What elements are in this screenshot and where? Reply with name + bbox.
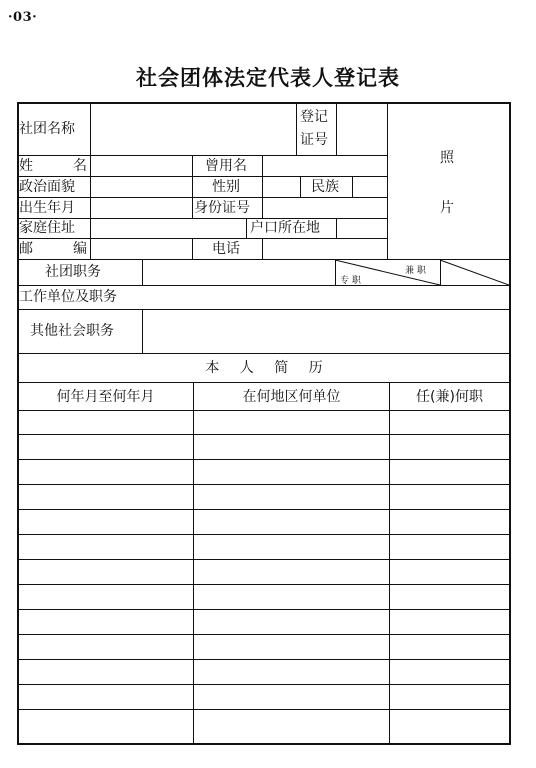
phone-label: 电话 [212,241,240,257]
resume-row-rule [17,484,511,485]
resume-column-location-unit: 在何地区何单位 [242,389,341,405]
rule [296,102,297,155]
table-border-right [509,102,511,745]
household-registration-label: 户口所在地 [250,220,320,236]
rule [246,218,247,238]
rule [17,410,511,411]
work-unit-position-label: 工作单位及职务 [19,289,117,305]
rule [142,259,143,285]
gender-label: 性别 [212,179,240,195]
registration-cert-label-line2: 证号 [300,132,328,148]
postal-label-char2: 编 [73,241,87,257]
rule [192,176,193,197]
rule [90,102,91,259]
resume-row-rule [17,634,511,635]
photo-label-char2: 片 [440,200,454,216]
org-name-label: 社团名称 [19,121,75,137]
org-position-label: 社团职务 [45,264,101,280]
resume-row-rule [17,534,511,535]
resume-row-rule [17,709,511,710]
resume-column-period: 何年月至何年月 [56,389,155,405]
rule [300,176,301,197]
resume-row-rule [17,659,511,660]
rule [262,176,263,197]
rule [17,353,511,354]
rule [17,155,387,156]
rule [17,309,511,310]
rule [17,382,511,383]
political-status-label: 政治面貌 [19,179,75,195]
resume-column-rule [193,382,194,744]
resume-row-rule [17,684,511,685]
rule [17,238,387,239]
rule [192,238,193,259]
ethnicity-label: 民族 [311,179,339,195]
postal-code-label [19,240,87,258]
resume-heading: 本 人 简 历 [205,360,331,376]
rule [352,176,353,197]
registration-cert-label-line1: 登记 [300,109,328,125]
name-label [19,157,87,175]
rule [17,197,387,198]
rule [262,238,263,259]
rule [336,102,337,155]
rule [336,218,337,238]
full-time-label: 专 职 [340,276,361,286]
form-title: 社会团体法定代表人登记表 [136,65,400,90]
postal-label-char1: 邮 [19,241,33,257]
table-border-bottom [17,743,511,745]
table-border-top [17,102,511,104]
resume-row-rule [17,459,511,460]
resume-column-rule [389,382,390,744]
resume-row-rule [17,509,511,510]
rule [17,176,387,177]
rule [142,309,143,353]
resume-row-rule [17,584,511,585]
rule [262,155,263,176]
rule [387,102,388,259]
id-number-label: 身份证号 [194,200,250,216]
resume-column-position: 任(兼)何职 [416,389,483,405]
part-time-label: 兼 职 [405,266,426,276]
resume-row-rule [17,559,511,560]
page-number: ·03· [8,10,38,25]
name-label-char1: 姓 [19,158,33,174]
former-name-label: 曾用名 [205,158,247,174]
resume-row-rule [17,609,511,610]
rule [192,155,193,176]
rule [192,197,193,218]
home-address-label: 家庭住址 [19,220,75,236]
photo-label-char1: 照 [440,150,454,166]
other-social-positions-label: 其他社会职务 [30,323,114,339]
resume-row-rule [17,434,511,435]
rule [262,197,263,218]
name-label-char2: 名 [73,158,87,174]
birth-date-label: 出生年月 [19,200,75,216]
